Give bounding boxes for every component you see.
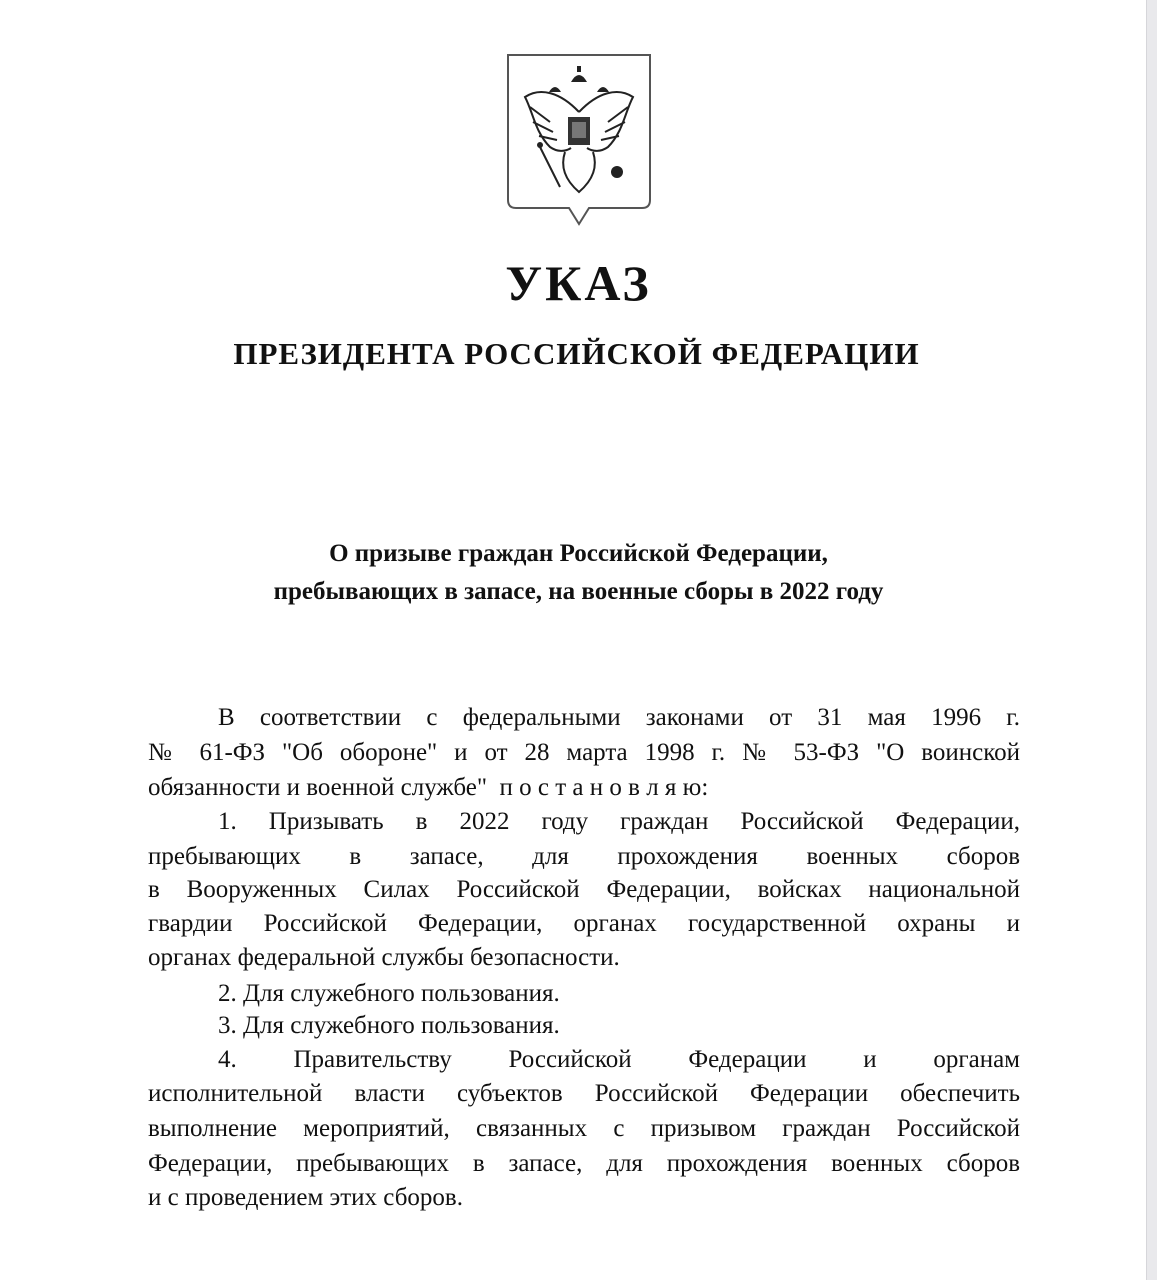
body-line: пребывающих в запасе, для прохождения военных сборов	[148, 843, 1020, 870]
body-line: в Вооруженных Силах Российской Федерации, войсках национальной	[148, 876, 1020, 903]
body-line: и с проведением этих сборов.	[148, 1184, 463, 1211]
decree-heading-line: О призыве граждан Российской Федерации,	[329, 540, 828, 567]
body-line: 3. Для служебного пользования.	[218, 1012, 560, 1039]
decree-heading-line: пребывающих в запасе, на военные сборы в 2022 году	[273, 578, 884, 605]
body-line: 4. Правительству Российской Федерации и органам	[218, 1046, 1020, 1073]
body-line: 2. Для служебного пользования.	[218, 980, 560, 1007]
body-line: 1. Призывать в 2022 году граждан Российской Федерации,	[218, 808, 1020, 835]
body-line: выполнение мероприятий, связанных с призывом граждан Российской	[148, 1115, 1020, 1142]
body-line: исполнительной власти субъектов Российской Федерации обеспечить	[148, 1080, 1020, 1107]
body-line: обязанности и военной службе" п о с т а н о в л я ю:	[148, 774, 709, 801]
body-line: № 61-ФЗ "Об обороне" и от 28 марта 1998 г. № 53-ФЗ "О воинской	[148, 739, 1020, 766]
body-line: органах федеральной службы безопасности.	[148, 944, 620, 971]
body-line: гвардии Российской Федерации, органах государственной охраны и	[148, 910, 1020, 937]
document-type-title: УКАЗ	[505, 255, 652, 311]
page-edge	[1146, 0, 1157, 1280]
body-line: В соответствии с федеральными законами от 31 мая 1996 г.	[218, 704, 1020, 731]
coat-of-arms-emblem	[505, 52, 653, 228]
body-line: Федерации, пребывающих в запасе, для прохождения военных сборов	[148, 1150, 1020, 1177]
decree-heading	[0, 535, 1157, 611]
issuer-title: ПРЕЗИДЕНТА РОССИЙСКОЙ ФЕДЕРАЦИИ	[233, 336, 920, 371]
